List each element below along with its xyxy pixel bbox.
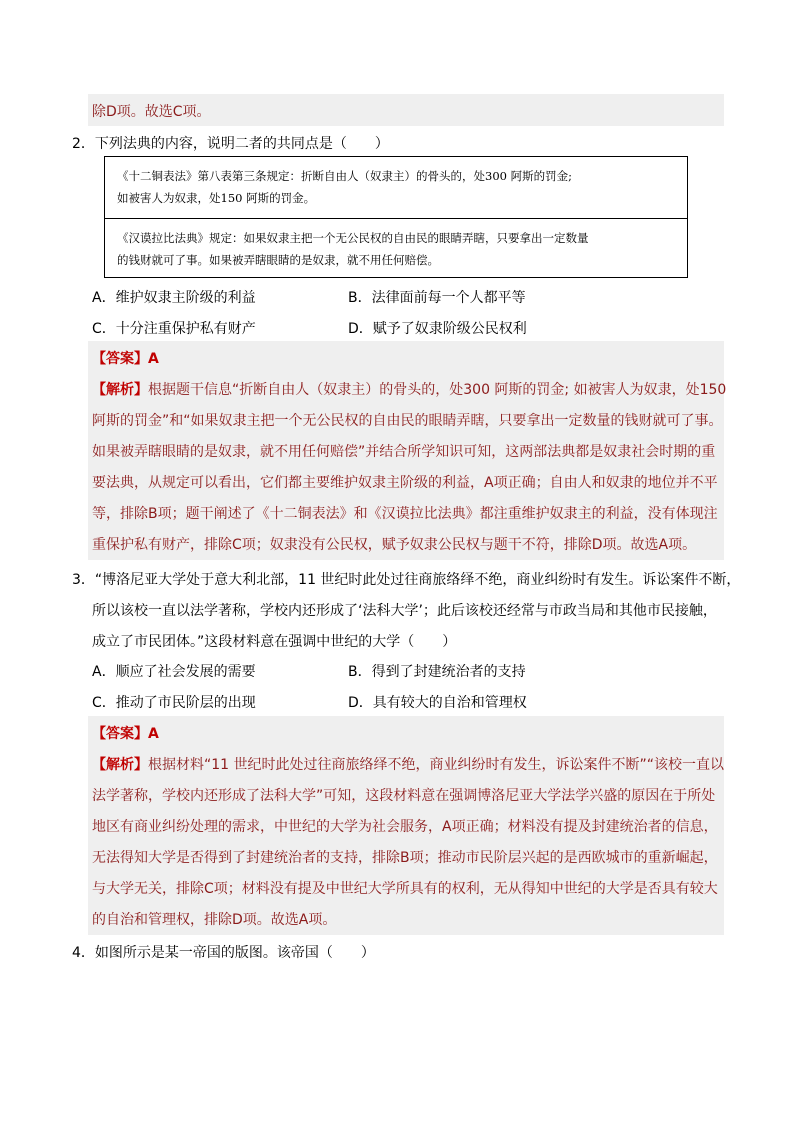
q2-analysis-line-2: 阿斯的罚金”和“如果奴隶主把一个无公民权的自由民的眼睛弄瞎，只要拿出一定数量的钱财就可了事。 bbox=[92, 413, 723, 429]
answer-value: A bbox=[148, 726, 159, 742]
prev-analysis-line: 除D项。故选C项。 bbox=[92, 104, 211, 120]
box-divider bbox=[105, 218, 687, 219]
question-2-stem: 2．下列法典的内容，说明二者的共同点是（ ） bbox=[72, 136, 389, 152]
q2-analysis-line-1: 【解析】根据题干信息“折断自由人（奴隶主）的骨头的，处300 阿斯的罚金; 如被害人为奴隶，处150 bbox=[92, 382, 727, 398]
q3-answer-line bbox=[92, 723, 159, 743]
q3-analysis-line-1: 【解析】根据材料“11 世纪时此处过往商旅络绎不绝，商业纠纷时有发生，诉讼案件不断”“该校一直以 bbox=[92, 757, 725, 773]
analysis-tag: 【解析】 bbox=[92, 757, 148, 773]
analysis-tag: 【解析】 bbox=[92, 382, 148, 398]
q3-option-d: D．具有较大的自治和管理权 bbox=[348, 695, 527, 711]
q3-option-c: C．推动了市民阶层的出现 bbox=[92, 695, 256, 711]
q3-analysis-line-3: 地区有商业纠纷处理的需求，中世纪的大学为社会服务，A项正确；材料没有提及封建统治者的信息， bbox=[92, 819, 718, 835]
question-4-stem: 4．如图所示是某一帝国的版图。该帝国（ ） bbox=[72, 945, 375, 961]
law1-text-line2: 如被害人为奴隶，处150 阿斯的罚金。 bbox=[117, 191, 316, 205]
q2-option-c: C．十分注重保护私有财产 bbox=[92, 321, 256, 337]
answer-tag: 【答案】 bbox=[92, 726, 148, 742]
law1-text-line1: 《十二铜表法》第八表第三条规定：折断自由人（奴隶主）的骨头的，处300 阿斯的罚金; bbox=[117, 169, 572, 183]
q2-analysis-line-4: 要法典，从规定可以看出，它们都主要维护奴隶主阶级的利益，A项正确；自由人和奴隶的地位并不平 bbox=[92, 475, 718, 491]
q3-analysis-line-6: 的自治和管理权，排除D项。故选A项。 bbox=[92, 912, 337, 928]
q2-option-d: D．赋予了奴隶阶级公民权利 bbox=[348, 321, 527, 337]
q2-analysis-line-5: 等，排除B项；题干阐述了《十二铜表法》和《汉谟拉比法典》都注重维护奴隶主的利益，没有体现注 bbox=[92, 506, 718, 522]
law-excerpt-box bbox=[104, 156, 688, 278]
q2-option-a: A．维护奴隶主阶级的利益 bbox=[92, 290, 256, 306]
q2-option-b: B．法律面前每一个人都平等 bbox=[348, 290, 526, 306]
law2-text-line2: 的钱财就可了事。如果被弄瞎眼睛的是奴隶，就不用任何赔偿。 bbox=[117, 253, 439, 267]
q2-analysis-line-3: 如果被弄瞎眼睛的是奴隶，就不用任何赔偿”并结合所学知识可知，这两部法典都是奴隶社会时期的重 bbox=[92, 444, 716, 460]
q3-analysis-line-2: 法学著称，学校内还形成了法科大学”可知，这段材料意在强调博洛尼亚大学法学兴盛的原因在于所处 bbox=[92, 788, 716, 804]
q3-analysis-line-4: 无法得知大学是否得到了封建统治者的支持，排除B项；推动市民阶层兴起的是西欧城市的重新崛起， bbox=[92, 850, 718, 866]
answer-value: A bbox=[148, 351, 159, 367]
answer-tag: 【答案】 bbox=[92, 351, 148, 367]
law2-text-line1: 《汉谟拉比法典》规定：如果奴隶主把一个无公民权的自由民的眼睛弄瞎，只要拿出一定数量 bbox=[117, 231, 589, 245]
question-3-stem-line-1: 3．“博洛尼亚大学处于意大利北部，11 世纪时此处过往商旅络绎不绝，商业纠纷时有发生。诉讼案件不断， bbox=[72, 572, 741, 588]
question-3-stem-line-2: 所以该校一直以法学著称，学校内还形成了‘法科大学’；此后该校还经常与市政当局和其他市民接触， bbox=[92, 603, 717, 619]
q3-option-a: A．顺应了社会发展的需要 bbox=[92, 664, 256, 680]
q2-answer-line bbox=[92, 348, 159, 368]
q2-analysis-line-6: 重保护私有财产，排除C项；奴隶没有公民权，赋予奴隶公民权与题干不符，排除D项。故选A项。 bbox=[92, 537, 697, 553]
q3-analysis-line-5: 与大学无关，排除C项；材料没有提及中世纪大学所具有的权利，无从得知中世纪的大学是否具有较大 bbox=[92, 881, 718, 897]
q3-option-b: B．得到了封建统治者的支持 bbox=[348, 664, 526, 680]
question-3-stem-line-3: 成立了市民团体。”这段材料意在强调中世纪的大学（ ） bbox=[92, 634, 457, 650]
